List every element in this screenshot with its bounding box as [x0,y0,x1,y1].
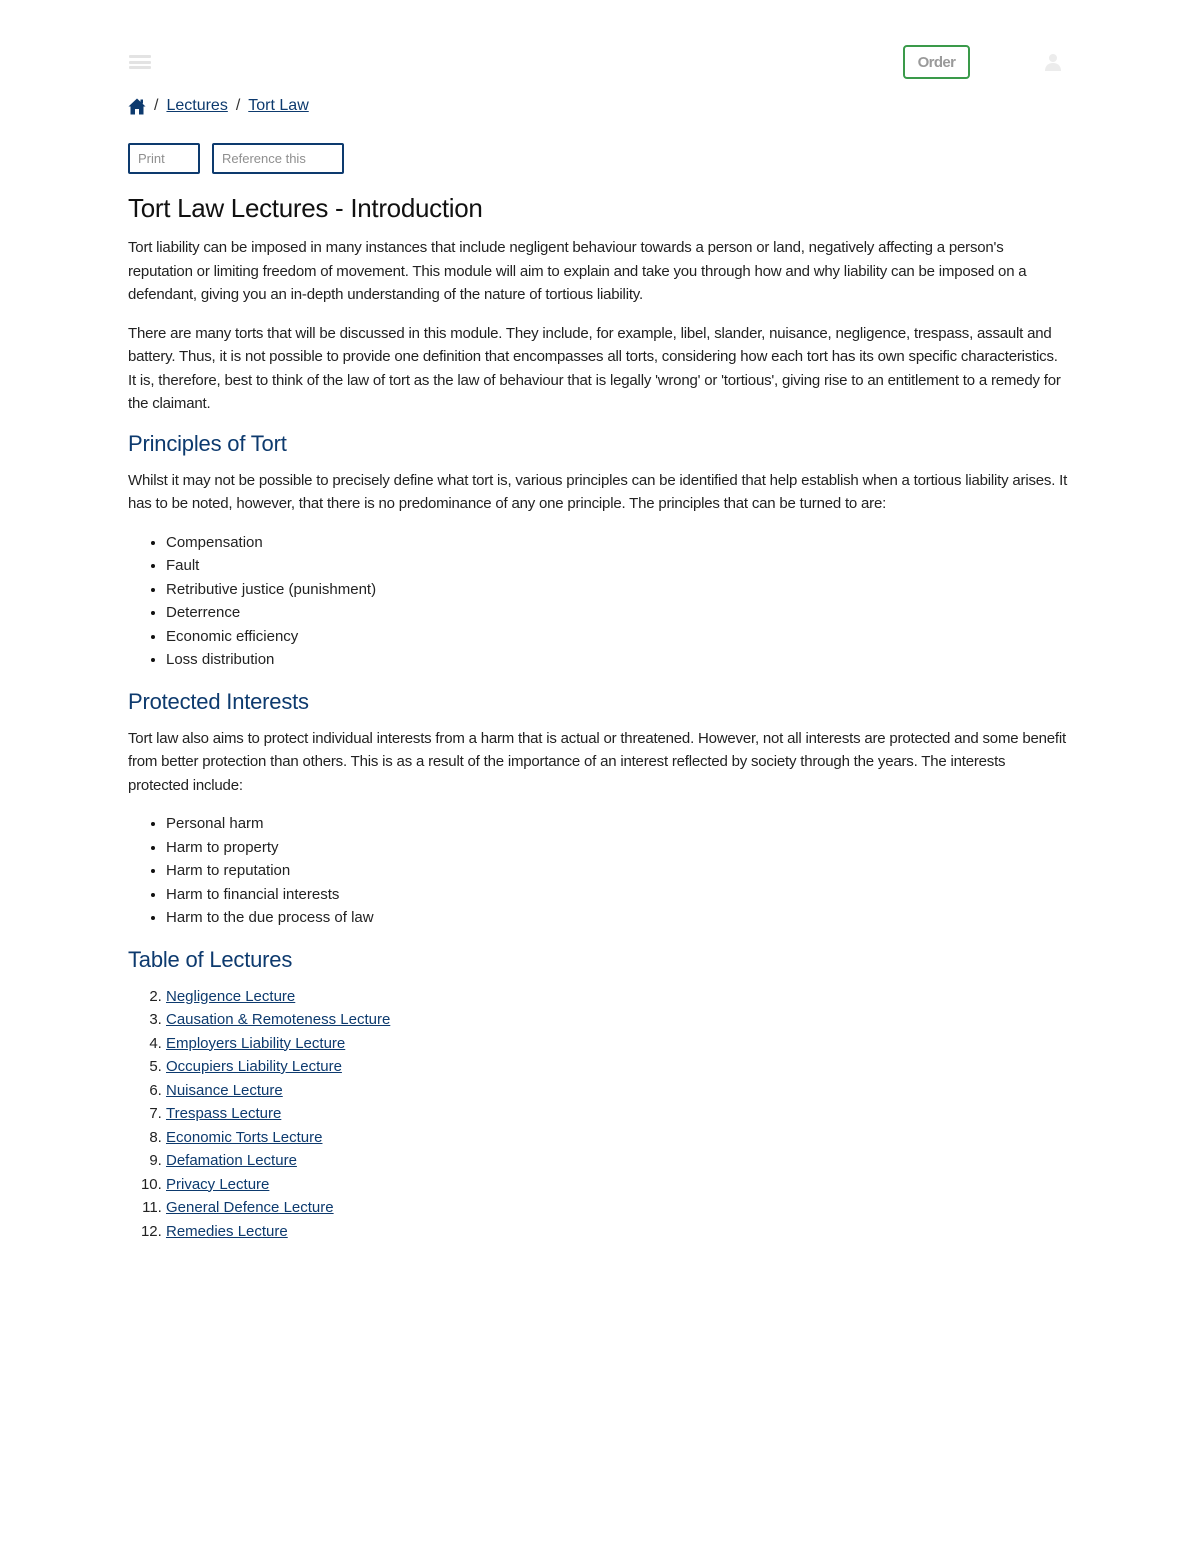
breadcrumb-lectures-link[interactable]: Lectures [166,97,228,114]
lectures-list [166,985,1068,1244]
breadcrumb-separator: / [235,97,241,114]
list-item [166,1079,1068,1103]
list-item: • Economic efficiency [166,625,1068,649]
list-item [166,1220,1068,1244]
order-button[interactable]: Order [903,45,970,79]
interests-paragraph: Tort law also aims to protect individual interests from a harm that is actual or threatened. However, not all interests are protected and some benefit from better protection than others. This is as a result of the importance of an interest reflected by society through the years. The interests protected include: [128,729,1066,794]
list-item: • Harm to financial interests [166,883,1068,907]
list-item: • Personal harm [166,812,1068,836]
principles-heading: Principles of Tort [128,430,287,456]
list-item: • Fault [166,554,1068,578]
page-title: Tort Law Lectures - Introduction [128,193,483,223]
list-item [166,1008,1068,1032]
list-item: • Harm to the due process of law [166,906,1068,930]
lecture-link[interactable]: Employers Liability Lecture [166,1034,346,1052]
article-content [128,193,1068,1260]
list-item: • Deterrence [166,601,1068,625]
lecture-link[interactable]: Nuisance Lecture [166,1081,283,1099]
home-icon[interactable] [128,98,146,115]
breadcrumb [128,97,309,115]
table-of-lectures-heading: Table of Lectures [128,946,293,972]
top-bar [129,44,1064,80]
list-item: • Harm to reputation [166,859,1068,883]
interests-heading: Protected Interests [128,688,309,714]
lecture-link[interactable]: Causation & Remoteness Lecture [166,1011,391,1028]
breadcrumb-separator: / [154,97,159,114]
lecture-link[interactable]: General Defence Lecture [166,1199,334,1216]
list-item [166,1173,1068,1197]
lecture-link[interactable]: Occupiers Liability Lecture [166,1058,342,1075]
list-item [166,1196,1068,1220]
principles-paragraph: Whilst it may not be possible to precisely define what tort is, various principles can be identified that help establish when a tortious liability arises. It has to be noted, however, that there is no predominance of any one principle. The principles that can be turned to are: [128,471,1068,512]
intro-paragraph: There are many torts that will be discussed in this module. They include, for example, libel, slander, nuisance, negligence, trespass, assault and battery. Thus, it is not possible to provide one definition that encompasses all torts, considering how each tort has its own specific characteristics. It is, therefore, best to think of the law of tort as the law of behaviour that is legally 'wrong' or 'tortious', giving rise to an entitlement to a remedy for the claimant. [128,324,1061,412]
list-item [166,1102,1068,1126]
list-item: • Compensation [166,531,1068,555]
account-icon[interactable] [1043,52,1063,72]
list-item [166,1126,1068,1150]
breadcrumb-tort-law-link[interactable]: Tort Law [248,97,309,114]
interests-list [166,812,1068,930]
menu-icon[interactable] [129,55,151,69]
list-item [166,1149,1068,1173]
lecture-link[interactable]: Remedies Lecture [166,1222,288,1240]
reference-this-button[interactable]: Reference this [212,143,344,174]
lecture-link[interactable]: Defamation Lecture [166,1152,297,1169]
list-item [166,985,1068,1009]
list-item: • Loss distribution [166,648,1068,672]
lecture-link[interactable]: Economic Torts Lecture [166,1128,323,1146]
lecture-link[interactable]: Negligence Lecture [166,987,296,1005]
intro-paragraph: Tort liability can be imposed in many instances that include negligent behaviour towards a person or land, negatively affecting a person's reputation or limiting freedom of movement. This module will aim to explain and take you through how and why liability can be imposed on a defendant, giving you an in-depth understanding of the nature of tortious liability. [128,239,1027,303]
lecture-link[interactable]: Privacy Lecture [166,1175,270,1193]
print-button[interactable]: Print [128,143,200,174]
list-item [166,1055,1068,1079]
list-item: • Retributive justice (punishment) [166,578,1068,602]
lecture-link[interactable]: Trespass Lecture [166,1105,282,1122]
list-item [166,1032,1068,1056]
list-item: • Harm to property [166,836,1068,860]
principles-list [166,531,1068,672]
